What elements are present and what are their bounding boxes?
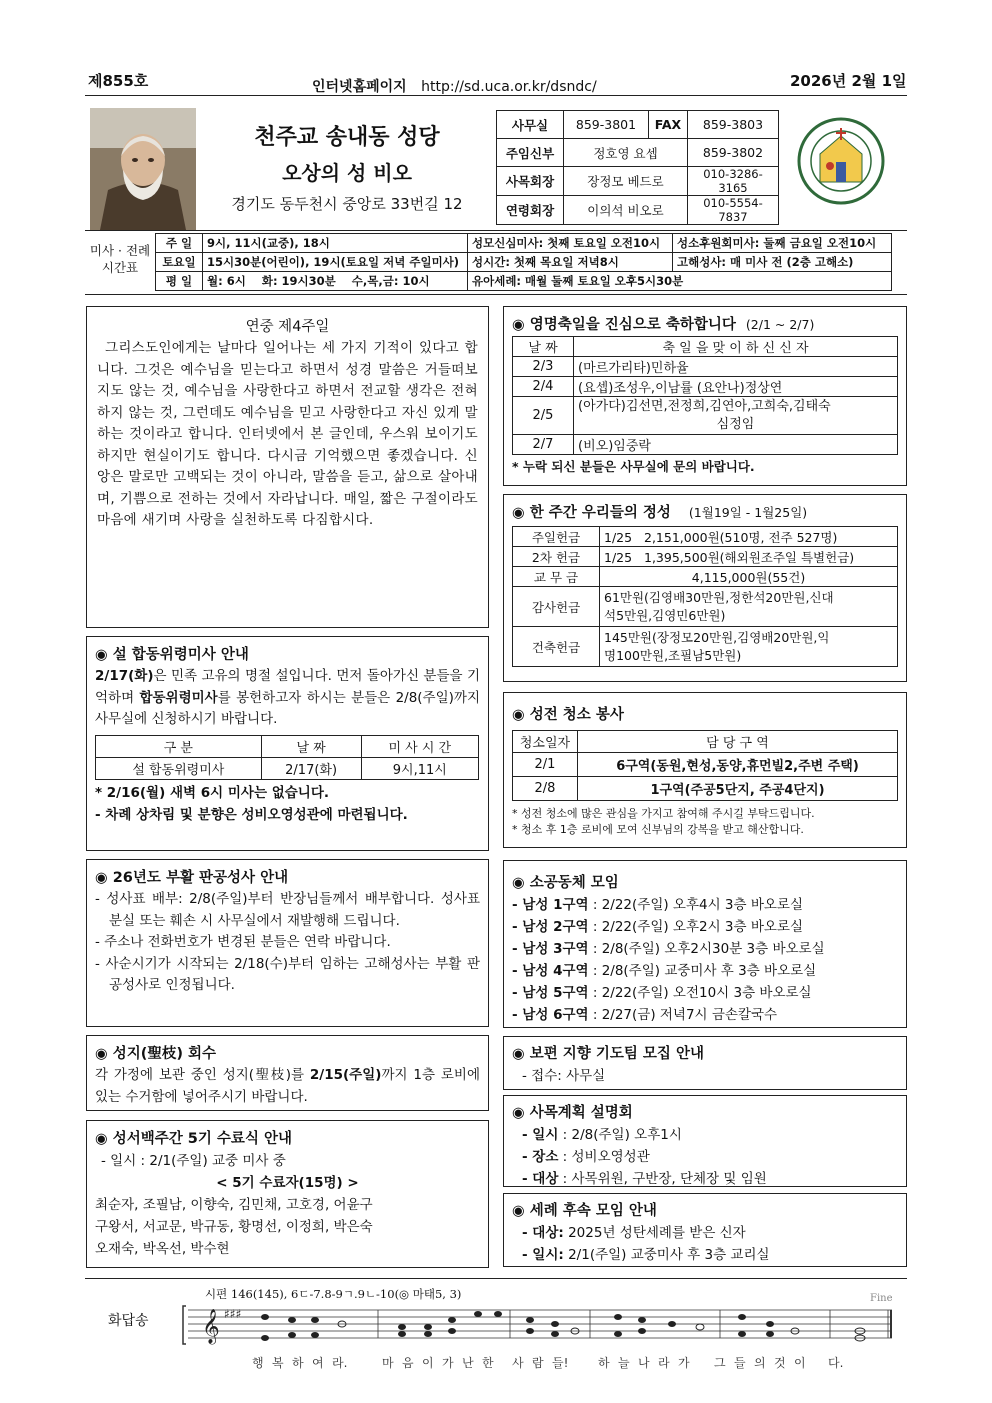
namedays-date: 2/3 (513, 357, 574, 377)
bible-names: 구왕서, 서교문, 박규동, 황명선, 이정희, 박은숙 (95, 1219, 373, 1235)
cleaning-th: 청소일자 (513, 731, 578, 753)
baptism-value: 2025년 성탄세례를 받은 신자 (563, 1225, 746, 1241)
schedule-extra: 성소후원회미사: 둘째 금요일 오전10시 (673, 234, 892, 253)
reflection-box (86, 306, 489, 628)
namedays-names: (비오)임중락 (574, 435, 898, 455)
seollal-td: 9시,11시 (361, 757, 478, 779)
namedays-names-line: (아가다)김선면,전정희,김연아,고희숙,김태숙 (578, 398, 831, 414)
seollal-note-1: * 2/16(월) 새벽 6시 미사는 없습니다. (95, 784, 329, 801)
lyric-syllable: 의 (754, 1356, 766, 1370)
easter-item: - 성사표 배부: 2/8(주일)부터 반장님들께서 배부합니다. 성사표 분실 또는 훼손 시 사무실에서 재발행해 드립니다. (95, 891, 480, 929)
seollal-td: 2/17(화) (261, 757, 361, 779)
lyric-syllable: 들 (734, 1356, 746, 1370)
offering-value: 1/25 1,395,500원(해외원조주일 특별헌금) (600, 547, 898, 567)
council-label: 사목회장 (497, 167, 564, 196)
easter-box (86, 859, 489, 1027)
community-detail: : 2/8(주일) 교중미사 후 3층 바오로실 (588, 963, 817, 979)
lyric-syllable: 나 (638, 1356, 650, 1370)
cleaning-title: ◉ 성전 청소 봉사 (512, 707, 624, 723)
namedays-names: (마르가리타)민하율 (574, 357, 898, 377)
namedays-names-line: 심정임 (716, 416, 755, 432)
federation-phone: 010-5554-7837 (688, 196, 779, 225)
seollal-intro-1: 은 민족 고유의 명절 설입니다. 먼저 돌아가신 분들을 기억하며 (95, 668, 480, 706)
baptism-value: 2/1(주일) 교중미사 후 3층 교리실 (563, 1247, 770, 1263)
namedays-th: 축 일 을 맞 이 하 신 신 자 (574, 337, 898, 357)
schedule-label (88, 242, 152, 276)
patron-photo (90, 108, 196, 230)
schedule-day: 토요일 (156, 253, 203, 272)
seollal-th: 미 사 시 간 (361, 735, 478, 757)
namedays-box (503, 306, 907, 486)
lyric-syllable: 한 (482, 1356, 494, 1370)
header-divider (85, 95, 907, 96)
pastoral-row (512, 1124, 898, 1146)
reflection-title: 연중 제4주일 (245, 319, 330, 335)
offering-value-line: 명100만원,조필남5만원) (604, 647, 742, 663)
reflection-text: 그리스도인에게는 날마다 일어나는 세 가지 기적이 있다고 합니다. 그것은 예수님을 믿는다고 하면서 성경 말씀은 거들떠보지도 않는 것, 예수님을 사랑한다고 하면서 전교할 생각은 전혀 하지 않는 것, 그런데도 예수님을 믿고 사랑한다고 자신 있게 말하는 것이라고 합니다. 인터넷에서 본 글인데, 우스워 보이기도 하지만 현실이기도 합니다. 다시금 기억했으면 좋겠습니다. 신앙은 말로만 고백되는 것이 아니라, 말씀을 듣고, 삶으로 살아내며, 기쁨으로 전하는 것에서 자라납니다. 매일, 짧은 구절이라도 마음에 새기며 사랑을 실천하도록 다짐합시다. (97, 340, 478, 528)
council-name: 장정모 베드로 (564, 167, 688, 196)
offering-value-line: 61만원(김영배30만원,정한석20만원,신대 (604, 589, 834, 605)
lyric-syllable: 람 (532, 1356, 544, 1370)
bible-names: 오재숙, 박옥선, 박수현 (95, 1241, 230, 1257)
council-phone: 010-3286-3165 (688, 167, 779, 196)
lyric-syllable: 가 (678, 1356, 690, 1370)
palm-title: ◉ 성지(聖枝) 회수 (95, 1046, 217, 1062)
palm-text-2: 까지 1층 로비에 있는 수거함에 넣어주시기 바랍니다. (95, 1067, 480, 1105)
lyric-syllable: 하 (292, 1356, 304, 1370)
cleaning-note: * 성전 청소에 많은 관심을 가지고 참여해 주시길 부탁드립니다. (512, 807, 815, 820)
issue-number: 제855호 (88, 72, 149, 90)
pastoral-value: : 성비오영성관 (558, 1149, 650, 1165)
offering-value: 4,115,000원(55건) (600, 567, 898, 587)
offering-value (600, 587, 898, 627)
namedays-th: 날 짜 (513, 337, 574, 357)
psalm-notes (261, 1311, 865, 1341)
prayer-box (503, 1036, 907, 1090)
schedule-times: 15시30분(어린이), 19시(토요일 저녁 주일미사) (203, 253, 468, 272)
baptism-row (512, 1244, 898, 1266)
psalm-staff (180, 1298, 900, 1356)
svg-text:𝄞: 𝄞 (202, 1309, 220, 1344)
bible-line: - 일시 : 2/1(주일) 교중 미사 중 (101, 1153, 286, 1169)
community-name: - 남성 6구역 (512, 1007, 589, 1023)
lyric-syllable: 하 (598, 1356, 610, 1370)
prayer-line: - 접수: 사무실 (522, 1068, 606, 1084)
offering-value-line: 145만원(장정모20만원,김영배20만원,익 (604, 629, 830, 645)
lyric-syllable: 늘 (618, 1356, 630, 1370)
psalm-divider (85, 1278, 907, 1279)
seollal-th: 날 짜 (261, 735, 361, 757)
namedays-names (574, 397, 898, 435)
prayer-title: ◉ 보편 지향 기도팀 모집 안내 (512, 1046, 704, 1062)
offering-value-line: 석5만원,김영민6만원) (604, 607, 726, 623)
community-row (512, 894, 898, 916)
homepage-url[interactable]: http://sd.uca.or.kr/dsndc/ (421, 79, 597, 95)
baptism-key: - 일시: (522, 1247, 564, 1263)
easter-item: - 사순시기가 시작되는 2/18(수)부터 임하는 고해성사는 부활 판공성사로 인정됩니다. (95, 955, 480, 993)
community-detail: : 2/22(주일) 오후4시 3층 바오로실 (588, 897, 804, 913)
seollal-th: 구 분 (96, 735, 262, 757)
easter-item: - 주소나 전화번호가 변경된 분들은 연락 바랍니다. (95, 934, 391, 950)
cleaning-th: 담 당 구 역 (578, 731, 898, 753)
community-detail: : 2/22(주일) 오전10시 3층 바오로실 (588, 985, 812, 1001)
offering-label: 2차 헌금 (513, 547, 600, 567)
bible-box (86, 1120, 489, 1268)
community-name: - 남성 4구역 (512, 963, 589, 979)
pastoral-title: ◉ 사목계획 설명회 (512, 1105, 633, 1121)
offering-label: 건축헌금 (513, 627, 600, 667)
office-phone: 859-3801 (564, 111, 649, 139)
fax-label: FAX (649, 111, 688, 139)
homepage-label: 인터넷홈페이지 (312, 79, 407, 95)
issue-date: 2026년 2월 1일 (790, 72, 907, 90)
lyric-syllable: 마 (382, 1356, 394, 1370)
psalm-label: 화답송 (108, 1313, 149, 1329)
namedays-date: 2/5 (513, 397, 574, 435)
namedays-note: * 누락 되신 분들은 사무실에 문의 바랍니다. (512, 459, 755, 474)
community-row (512, 1004, 898, 1026)
community-detail: : 2/27(금) 저녁7시 금손칼국수 (588, 1007, 778, 1023)
office-label: 사무실 (497, 111, 564, 139)
seollal-title: ◉ 설 합동위령미사 안내 (95, 647, 249, 663)
schedule-day: 주 일 (156, 234, 203, 253)
pastoral-box (503, 1095, 907, 1187)
community-row (512, 960, 898, 982)
community-name: - 남성 1구역 (512, 897, 589, 913)
namedays-title-text: ◉ 영명축일을 진심으로 축하합니다 (512, 317, 736, 333)
lyric-syllable: 가 (442, 1356, 454, 1370)
schedule-extra: 성시간: 첫째 목요일 저녁8시 (468, 253, 673, 272)
schedule-top-line (85, 230, 907, 231)
contacts-table (496, 110, 779, 225)
psalm-fine: Fine (870, 1293, 893, 1304)
seollal-td: 설 합동위령미사 (96, 757, 262, 779)
palm-date: 2/15(주일) (309, 1067, 382, 1083)
community-detail: : 2/8(주일) 오후2시30분 3층 바오로실 (588, 941, 825, 957)
lyric-syllable: 것 (774, 1356, 786, 1370)
namedays-table (512, 336, 898, 455)
lyric-syllable: 라 (658, 1356, 670, 1370)
cleaning-note: * 청소 후 1층 로비에 모여 신부님의 강복을 받고 해산합니다. (512, 823, 804, 836)
lyric-syllable: 행 (252, 1356, 264, 1370)
schedule-extra: 성모신심미사: 첫째 토요일 오전10시 (468, 234, 673, 253)
offering-box (503, 494, 907, 682)
offering-value (600, 627, 898, 667)
community-box (503, 860, 907, 1028)
homepage (312, 76, 597, 96)
namedays-names: (요셉)조성우,이남률 (요안나)정상연 (574, 377, 898, 397)
palm-box (86, 1035, 489, 1111)
schedule-label-line1: 미사 · 전례 (89, 243, 151, 258)
offering-label: 교 무 금 (513, 567, 600, 587)
cleaning-date: 2/1 (513, 753, 578, 777)
pastor-phone: 859-3802 (688, 139, 779, 167)
offering-title-text: ◉ 한 주간 우리들의 정성 (512, 505, 671, 521)
federation-name: 이의석 비오로 (564, 196, 688, 225)
fax-number: 859-3803 (688, 111, 779, 139)
seollal-table (95, 735, 479, 780)
seollal-date: 2/17(화) (95, 668, 154, 684)
parish-patron: 오상의 성 비오 (282, 161, 412, 185)
pastor-name: 정호영 요셉 (564, 139, 688, 167)
pastoral-key: - 일시 (522, 1127, 559, 1143)
pastoral-key: - 장소 (522, 1149, 559, 1165)
lyric-syllable: 여 (312, 1356, 324, 1370)
cleaning-box (503, 692, 907, 848)
seollal-note-2: - 차례 상차림 및 분향은 성비오영성관에 마련됩니다. (95, 806, 408, 823)
parish-address: 경기도 동두천시 중앙로 33번길 12 (231, 195, 463, 213)
community-row (512, 982, 898, 1004)
seollal-intro (95, 666, 480, 731)
cleaning-area: 6구역(동원,현성,동양,휴먼빌2,주변 주택) (578, 753, 898, 777)
pastor-label: 주임신부 (497, 139, 564, 167)
psalm-reference: 시편 146(145), 6ㄷ-7.8-9ㄱ.9ㄴ-10(◎ 마태5, 3) (205, 1287, 462, 1301)
baptism-key: - 대상: (522, 1225, 564, 1241)
community-title: ◉ 소공동체 모임 (512, 875, 619, 891)
community-name: - 남성 3구역 (512, 941, 589, 957)
easter-title: ◉ 26년도 부활 판공성사 안내 (95, 870, 289, 886)
baptism-row (512, 1222, 898, 1244)
lyric-syllable: 이 (422, 1356, 434, 1370)
offering-table (512, 526, 898, 667)
baptism-title: ◉ 세례 후속 모임 안내 (512, 1203, 657, 1219)
community-name: - 남성 5구역 (512, 985, 589, 1001)
community-detail: : 2/22(주일) 오후2시 3층 바오로실 (588, 919, 804, 935)
community-name: - 남성 2구역 (512, 919, 589, 935)
palm-text (95, 1065, 480, 1108)
schedule-day: 평 일 (156, 272, 203, 291)
offering-label: 주일헌금 (513, 527, 600, 547)
baptism-box (503, 1193, 907, 1267)
seollal-box (86, 636, 489, 851)
pastoral-value: : 사목위원, 구반장, 단체장 및 임원 (558, 1171, 767, 1187)
seollal-mass: 합동위령미사 (139, 689, 218, 706)
lyric-syllable: 복 (272, 1356, 284, 1370)
pastoral-key: - 대상 (522, 1171, 559, 1187)
cleaning-table (512, 730, 898, 801)
lyric-syllable: 사 (512, 1356, 524, 1370)
community-row (512, 938, 898, 960)
cleaning-area: 1구역(주공5단지, 주공4단지) (578, 777, 898, 801)
namedays-date: 2/7 (513, 435, 574, 455)
namedays-title (512, 313, 898, 334)
schedule-extra: 유아세례: 매월 둘째 토요일 오후5시30분 (468, 272, 892, 291)
lyric-syllable: 들! (552, 1356, 569, 1370)
lyric-syllable: 난 (462, 1356, 474, 1370)
schedule-table (155, 233, 892, 291)
schedule-times: 9시, 11시(교중), 18시 (203, 234, 468, 253)
schedule-label-line2: 시간표 (101, 260, 139, 275)
lyric-syllable: 그 (714, 1356, 726, 1370)
schedule-extra: 고해성사: 매 미사 전 (2층 고해소) (673, 253, 892, 272)
community-row (512, 916, 898, 938)
schedule-times: 월: 6시 화: 19시30분 수,목,금: 10시 (203, 272, 468, 291)
palm-text-1: 각 가정에 보관 중인 성지(聖枝)를 (95, 1067, 310, 1083)
lyric-syllable: 다. (828, 1356, 844, 1370)
seollal-intro-2: 를 봉헌하고자 하시는 분들은 2/8(주일)까지 사무실에 신청하시기 바랍니다. (95, 689, 480, 727)
cleaning-date: 2/8 (513, 777, 578, 801)
bible-names: 최순자, 조필남, 이향숙, 김민채, 고호경, 어윤구 (95, 1197, 373, 1213)
offering-title (512, 501, 898, 522)
pastoral-value: : 2/8(주일) 오후1시 (558, 1127, 682, 1143)
pastoral-row (512, 1168, 898, 1190)
psalm-lyrics (252, 1354, 892, 1371)
offering-range: (1월19일 - 1월25일) (688, 505, 808, 520)
bible-title: ◉ 성서백주간 5기 수료식 안내 (95, 1131, 293, 1147)
lyric-syllable: 음 (402, 1356, 414, 1370)
offering-value: 1/25 2,151,000원(510명, 전주 527명) (600, 527, 898, 547)
offering-label: 감사헌금 (513, 587, 600, 627)
federation-label: 연령회장 (497, 196, 564, 225)
parish-name: 천주교 송내동 성당 (254, 125, 440, 150)
bible-subtitle: < 5기 수료자(15명) > (216, 1175, 359, 1191)
svg-text:♯♯♯: ♯♯♯ (224, 1307, 242, 1321)
pastoral-row (512, 1146, 898, 1168)
namedays-range: (2/1 ~ 2/7) (745, 317, 815, 332)
lyric-syllable: 라. (332, 1356, 348, 1370)
schedule-bottom-line (85, 294, 907, 295)
namedays-date: 2/4 (513, 377, 574, 397)
parish-seal (796, 116, 886, 206)
lyric-syllable: 이 (794, 1356, 806, 1370)
